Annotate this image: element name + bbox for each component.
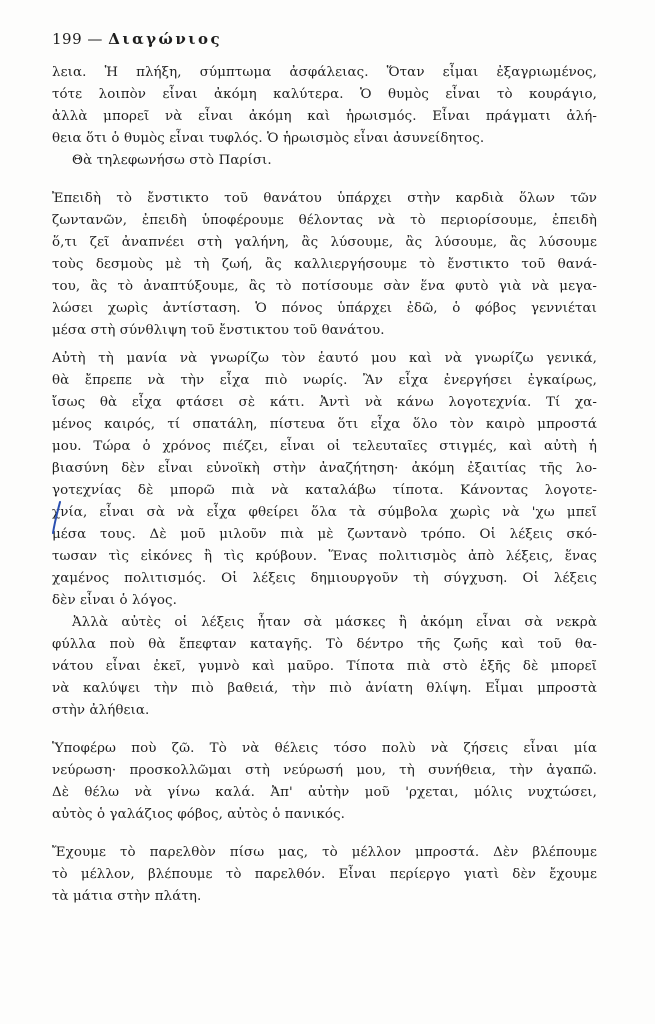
text-line: θεια ὅτι ὁ θυμὸς εἶναι τυφλός. Ὁ ἡρωισμὸς εἶναι ἀσυνείδητος. xyxy=(52,131,485,146)
text-line: βιασύνη δὲν εἶναι εὐνοϊκὴ στὴν ἀναζήτηση· ἀκόμη ἐξαιτίας τῆς λο- xyxy=(52,461,597,476)
running-header xyxy=(52,30,222,48)
text-line: θὰ ἔπρεπε νὰ τὴν εἶχα πιὸ νωρίς. Ἂν εἶχα ἐνεργήσει ἐγκαίρως, xyxy=(52,373,597,388)
pen-mark-icon xyxy=(50,500,64,536)
running-title: Διαγώνιος xyxy=(108,30,223,48)
text-line: μέσα τους. Δὲ μοῦ μιλοῦν πιὰ μὲ ζωντανὸ τρόπο. Οἱ λέξεις σκό- xyxy=(52,527,597,542)
text-line: χνία, εἶναι σὰ νὰ εἶχα φθείρει ὅλα τὰ σύμβολα χωρὶς νὰ 'χω μπεῖ xyxy=(52,505,597,520)
text-line: τότε λοιπὸν εἶναι ἀκόμη καλύτερα. Ὁ θυμὸς εἶναι τὸ κουράγιο, xyxy=(52,87,597,102)
text-line: ἴσως θὰ εἶχα φτάσει σὲ κάτι. Ἀντὶ νὰ κάνω λογοτεχνία. Τί χα- xyxy=(52,395,597,410)
text-line: Ἀλλὰ αὐτὲς οἱ λέξεις ἦταν σὰ μάσκες ἢ ἀκόμη εἶναι σὰ νεκρὰ xyxy=(72,615,597,630)
text-line: λώσει χωρὶς ἀντίσταση. Ὁ πόνος ὑπάρχει ἐδῶ, ὁ φόβος γεννιέται xyxy=(52,301,597,316)
text-line: στὴν ἀλήθεια. xyxy=(52,703,150,718)
text-line: ζωντανῶν, ἐπειδὴ ὑποφέρουμε θέλοντας νὰ τὸ περιορίσουμε, ἐπειδὴ xyxy=(52,213,597,228)
text-line: νὰ καλύψει τὴν πιὸ βαθειά, τὴν πιὸ ἀνίατη θλίψη. Εἶμαι μπροστὰ xyxy=(52,681,597,696)
text-line: φύλλα ποὺ θὰ ἔπεφταν καταγῆς. Τὸ δέντρο τῆς ζωῆς καὶ τοῦ θα- xyxy=(52,637,597,652)
header-separator: — xyxy=(87,30,103,48)
text-line: τὸ μέλλον, βλέπουμε τὸ παρελθόν. Εἶναι περίεργο γιατὶ δὲν ἔχουμε xyxy=(52,867,597,882)
text-line: τοὺς δεσμοὺς μὲ τὴ ζωή, ἂς καλλιεργήσουμε τὸ ἔνστικτο τοῦ θανά- xyxy=(52,257,597,272)
text-line: Δὲ θέλω νὰ γίνω καλά. Ἀπ' αὐτὴν μοῦ 'ρχεται, μόλις νυχτώσει, xyxy=(52,785,597,800)
text-line: δὲν εἶναι ὁ λόγος. xyxy=(52,593,178,608)
text-line: μένος καιρός, τί σπατάλη, πίστευα ὅτι εἶχα ὅλο τὸν καιρὸ μπροστά xyxy=(52,417,597,432)
text-line: τωσαν τὶς εἰκόνες ἢ τὶς κρύβουν. Ἕνας πολιτισμὸς ἀπὸ λέξεις, ἕνας xyxy=(52,549,597,564)
text-line: Ἐπειδὴ τὸ ἔνστικτο τοῦ θανάτου ὑπάρχει στὴν καρδιὰ ὅλων τῶν xyxy=(52,191,597,206)
text-line: λεια. Ἡ πλήξη, σύμπτωμα ἀσφάλειας. Ὅταν εἶμαι ἐξαγριωμένος, xyxy=(52,65,597,80)
text-line: ὅ,τι ζεῖ ἀναπνέει στὴ γαλήνη, ἂς λύσουμε, ἂς λύσουμε, ἂς λύσουμε xyxy=(52,235,597,250)
text-line: Ὑποφέρω ποὺ ζῶ. Τὸ νὰ θέλεις τόσο πολὺ νὰ ζήσεις εἶναι μία xyxy=(52,741,597,756)
text-line: Ἔχουμε τὸ παρελθὸν πίσω μας, τὸ μέλλον μπροστά. Δὲν βλέπουμε xyxy=(52,845,597,860)
text-line: γοτεχνίας δὲ μπορῶ πιὰ νὰ καταλάβω τίποτα. Κάνοντας λογοτε- xyxy=(52,483,597,498)
text-line: χαμένος πολιτισμός. Οἱ λέξεις δημιουργοῦν τὴ σύγχυση. Οἱ λέξεις xyxy=(52,571,597,586)
text-line: Αὐτὴ τὴ μανία νὰ γνωρίζω τὸν ἑαυτό μου καὶ νὰ γνωρίζω γενικά, xyxy=(52,351,597,366)
page-number: 199 xyxy=(52,30,83,48)
text-line: Θὰ τηλεφωνήσω στὸ Παρίσι. xyxy=(72,153,272,168)
text-line: νεύρωση· προσκολλῶμαι στὴ νεύρωσή μου, τὴ συνήθεια, τὴν ἀγαπῶ. xyxy=(52,763,597,778)
text-line: αὐτὸς ὁ γαλάζιος φόβος, αὐτὸς ὁ πανικός. xyxy=(52,807,346,822)
text-line: μέσα στὴ σύνθλιψη τοῦ ἔνστικτου τοῦ θανάτου. xyxy=(52,323,385,338)
text-line: του, ἂς τὸ ἀναπτύξουμε, ἂς τὸ ποτίσουμε σὰν ἕνα φυτὸ γιὰ νὰ μεγα- xyxy=(52,279,597,294)
text-line: νάτου εἶναι ἐκεῖ, γυμνὸ καὶ μαῦρο. Τίποτα πιὰ στὸ ἑξῆς δὲ μπορεῖ xyxy=(52,659,597,674)
text-line: μου. Τώρα ὁ χρόνος πιέζει, εἶναι οἱ τελευταῖες στιγμές, καὶ αὐτὴ ἡ xyxy=(52,439,597,454)
text-line: τὰ μάτια στὴν πλάτη. xyxy=(52,889,202,904)
text-line: ἀλλὰ μπορεῖ νὰ εἶναι ἀκόμη καὶ ἡρωισμός. Εἶναι πράγματι ἀλή- xyxy=(52,109,597,124)
